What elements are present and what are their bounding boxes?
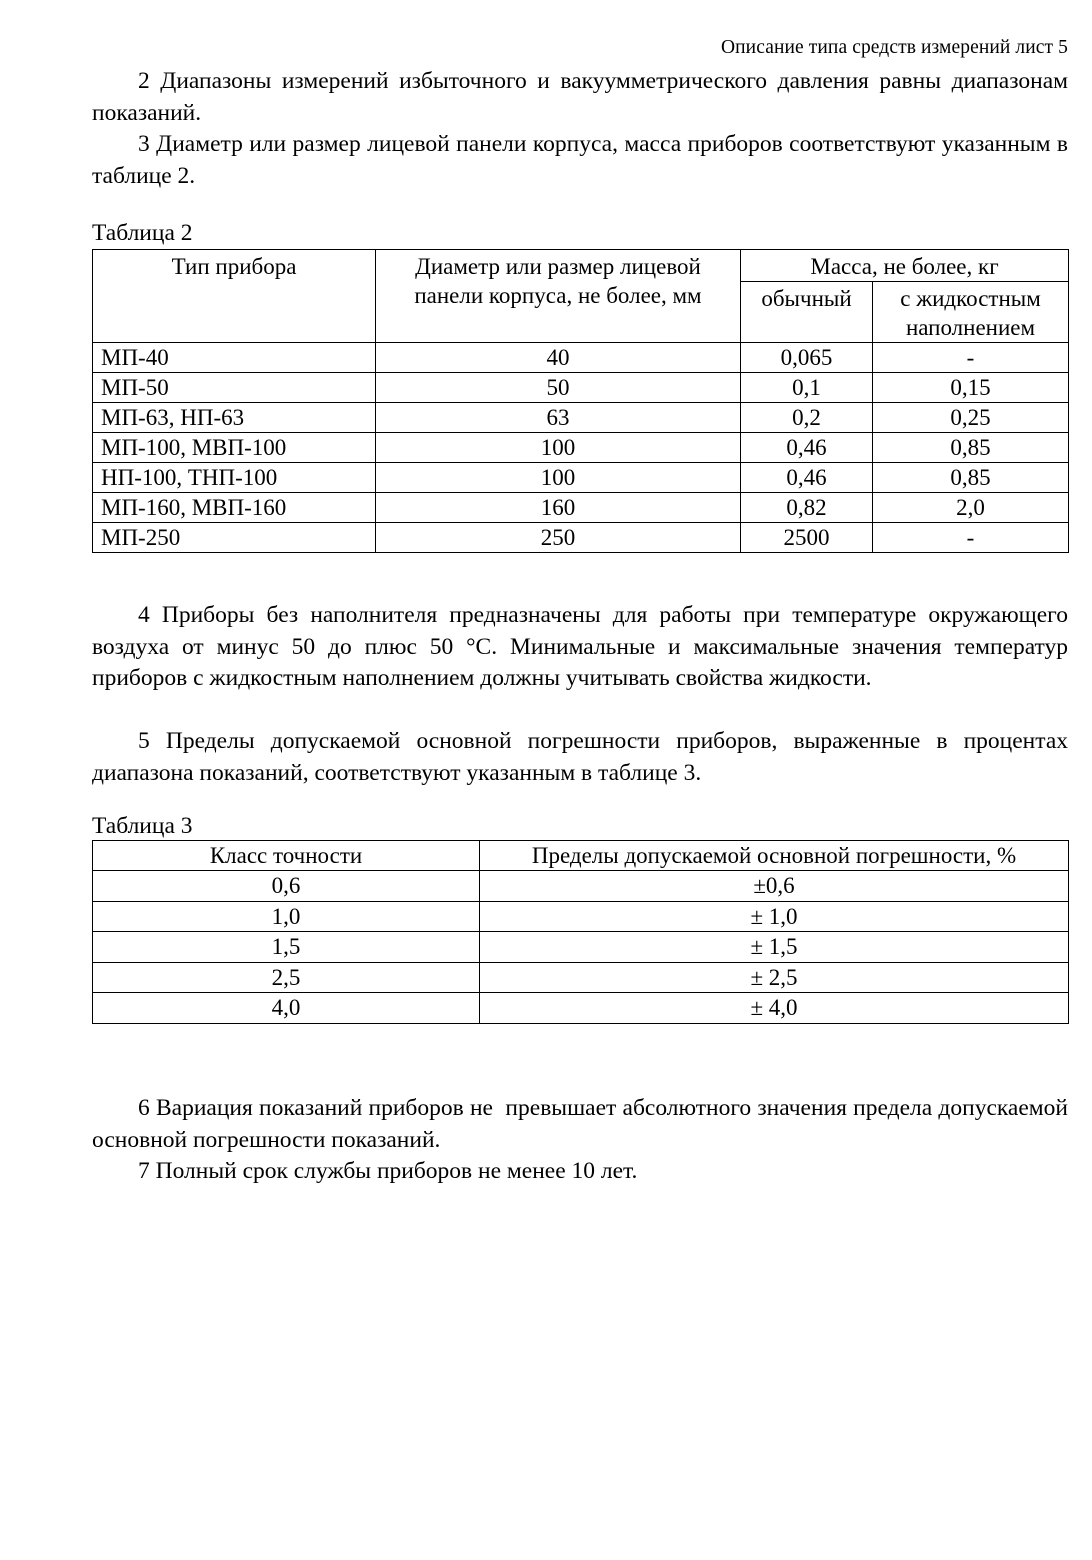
paragraph-3: 3 Диаметр или размер лицевой панели корпуса, масса приборов соответствуют указанным в таблице 2. (92, 131, 1074, 189)
cell-error_limit: ± 1,5 (480, 932, 1069, 963)
cell-type: МП-100, МВП-100 (93, 433, 376, 463)
table-3 (92, 840, 1069, 1024)
table-2-header-mass-group: Масса, не более, кг (741, 250, 1069, 282)
table-row (93, 493, 1069, 523)
table-2-header-diameter: Диаметр или размер лицевой панели корпуса, не более, мм (376, 250, 741, 343)
paragraph-7-container (92, 1156, 1068, 1188)
cell-mass_liquid: 0,25 (873, 403, 1069, 433)
page-header: Описание типа средств измерений лист 5 (720, 37, 1068, 58)
paragraph-2-container (92, 66, 1074, 129)
cell-type: МП-63, НП-63 (93, 403, 376, 433)
table-row (93, 901, 1069, 932)
cell-mass_liquid: 0,85 (873, 433, 1069, 463)
table-3-header-row (93, 841, 1069, 871)
cell-type: МП-40 (93, 343, 376, 373)
cell-diameter: 250 (376, 523, 741, 553)
paragraph-2: 2 Диапазоны измерений избыточного и вакуумметрического давления равны диапазонам показаний. (92, 68, 1074, 126)
table-2-header-row-1 (93, 250, 1069, 282)
cell-type: МП-250 (93, 523, 376, 553)
table-row (93, 463, 1069, 493)
cell-mass_liquid: 0,15 (873, 373, 1069, 403)
cell-accuracy_class: 0,6 (93, 871, 480, 902)
table-2-header-type: Тип прибора (93, 250, 376, 343)
paragraph-3-container (92, 129, 1074, 192)
cell-mass_normal: 2500 (741, 523, 873, 553)
cell-error_limit: ± 2,5 (480, 962, 1069, 993)
paragraph-5-container (92, 726, 1074, 789)
table-row (93, 373, 1069, 403)
cell-mass_normal: 0,46 (741, 433, 873, 463)
paragraph-6-container (92, 1093, 1074, 1156)
cell-type: МП-160, МВП-160 (93, 493, 376, 523)
cell-accuracy_class: 1,0 (93, 901, 480, 932)
table-2-caption-container (92, 219, 1068, 247)
paragraph-7: 7 Полный срок службы приборов не менее 10 лет. (138, 1158, 638, 1184)
table-2-body (93, 343, 1069, 553)
cell-accuracy_class: 1,5 (93, 932, 480, 963)
cell-error_limit: ±0,6 (480, 871, 1069, 902)
table-2-container (92, 249, 1068, 553)
cell-mass_normal: 0,065 (741, 343, 873, 373)
cell-diameter: 100 (376, 433, 741, 463)
table-row (93, 932, 1069, 963)
paragraph-4: 4 Приборы без наполнителя предназначены для работы при температуре окружающего воздуха от минус 50 до плюс 50 °С. Минимальные и максимальные значения температур приборов с жидкостным наполнением должны учитывать свойства жидкости. (92, 602, 1074, 691)
cell-diameter: 50 (376, 373, 741, 403)
cell-error_limit: ± 1,0 (480, 901, 1069, 932)
paragraph-6: 6 Вариация показаний приборов не превышает абсолютного значения предела допускаемой основной погрешности показаний. (92, 1095, 1074, 1153)
cell-type: МП-50 (93, 373, 376, 403)
table-2-head (93, 250, 1069, 343)
table-3-caption: Таблица 3 (92, 813, 193, 839)
cell-error_limit: ± 4,0 (480, 993, 1069, 1024)
table-row (93, 343, 1069, 373)
table-2-caption: Таблица 2 (92, 220, 193, 246)
cell-diameter: 100 (376, 463, 741, 493)
cell-type: НП-100, ТНП-100 (93, 463, 376, 493)
table-row (93, 871, 1069, 902)
cell-mass_normal: 0,1 (741, 373, 873, 403)
table-3-body (93, 871, 1069, 1024)
table-2-header-mass-liquid: с жидкостным наполнением (873, 282, 1069, 343)
paragraph-5: 5 Пределы допускаемой основной погрешности приборов, выраженные в процентах диапазона показаний, соответствуют указанным в таблице 3. (92, 728, 1074, 786)
cell-diameter: 160 (376, 493, 741, 523)
cell-mass_normal: 0,82 (741, 493, 873, 523)
table-row (93, 403, 1069, 433)
table-row (93, 993, 1069, 1024)
cell-mass_liquid: 2,0 (873, 493, 1069, 523)
cell-accuracy_class: 2,5 (93, 962, 480, 993)
cell-diameter: 63 (376, 403, 741, 433)
table-2 (92, 249, 1069, 553)
cell-diameter: 40 (376, 343, 741, 373)
cell-mass_normal: 0,46 (741, 463, 873, 493)
cell-mass_liquid: - (873, 343, 1069, 373)
table-row (93, 523, 1069, 553)
cell-accuracy_class: 4,0 (93, 993, 480, 1024)
table-2-header-mass-normal: обычный (741, 282, 873, 343)
table-3-caption-container (92, 812, 1068, 840)
table-3-header-accuracy-class: Класс точности (93, 841, 480, 871)
cell-mass_normal: 0,2 (741, 403, 873, 433)
cell-mass_liquid: - (873, 523, 1069, 553)
table-row (93, 962, 1069, 993)
table-3-container (92, 840, 1068, 1024)
table-row (93, 433, 1069, 463)
table-3-head (93, 841, 1069, 871)
table-3-header-error-limit: Пределы допускаемой основной погрешности, % (480, 841, 1069, 871)
cell-mass_liquid: 0,85 (873, 463, 1069, 493)
paragraph-4-container (92, 600, 1074, 695)
